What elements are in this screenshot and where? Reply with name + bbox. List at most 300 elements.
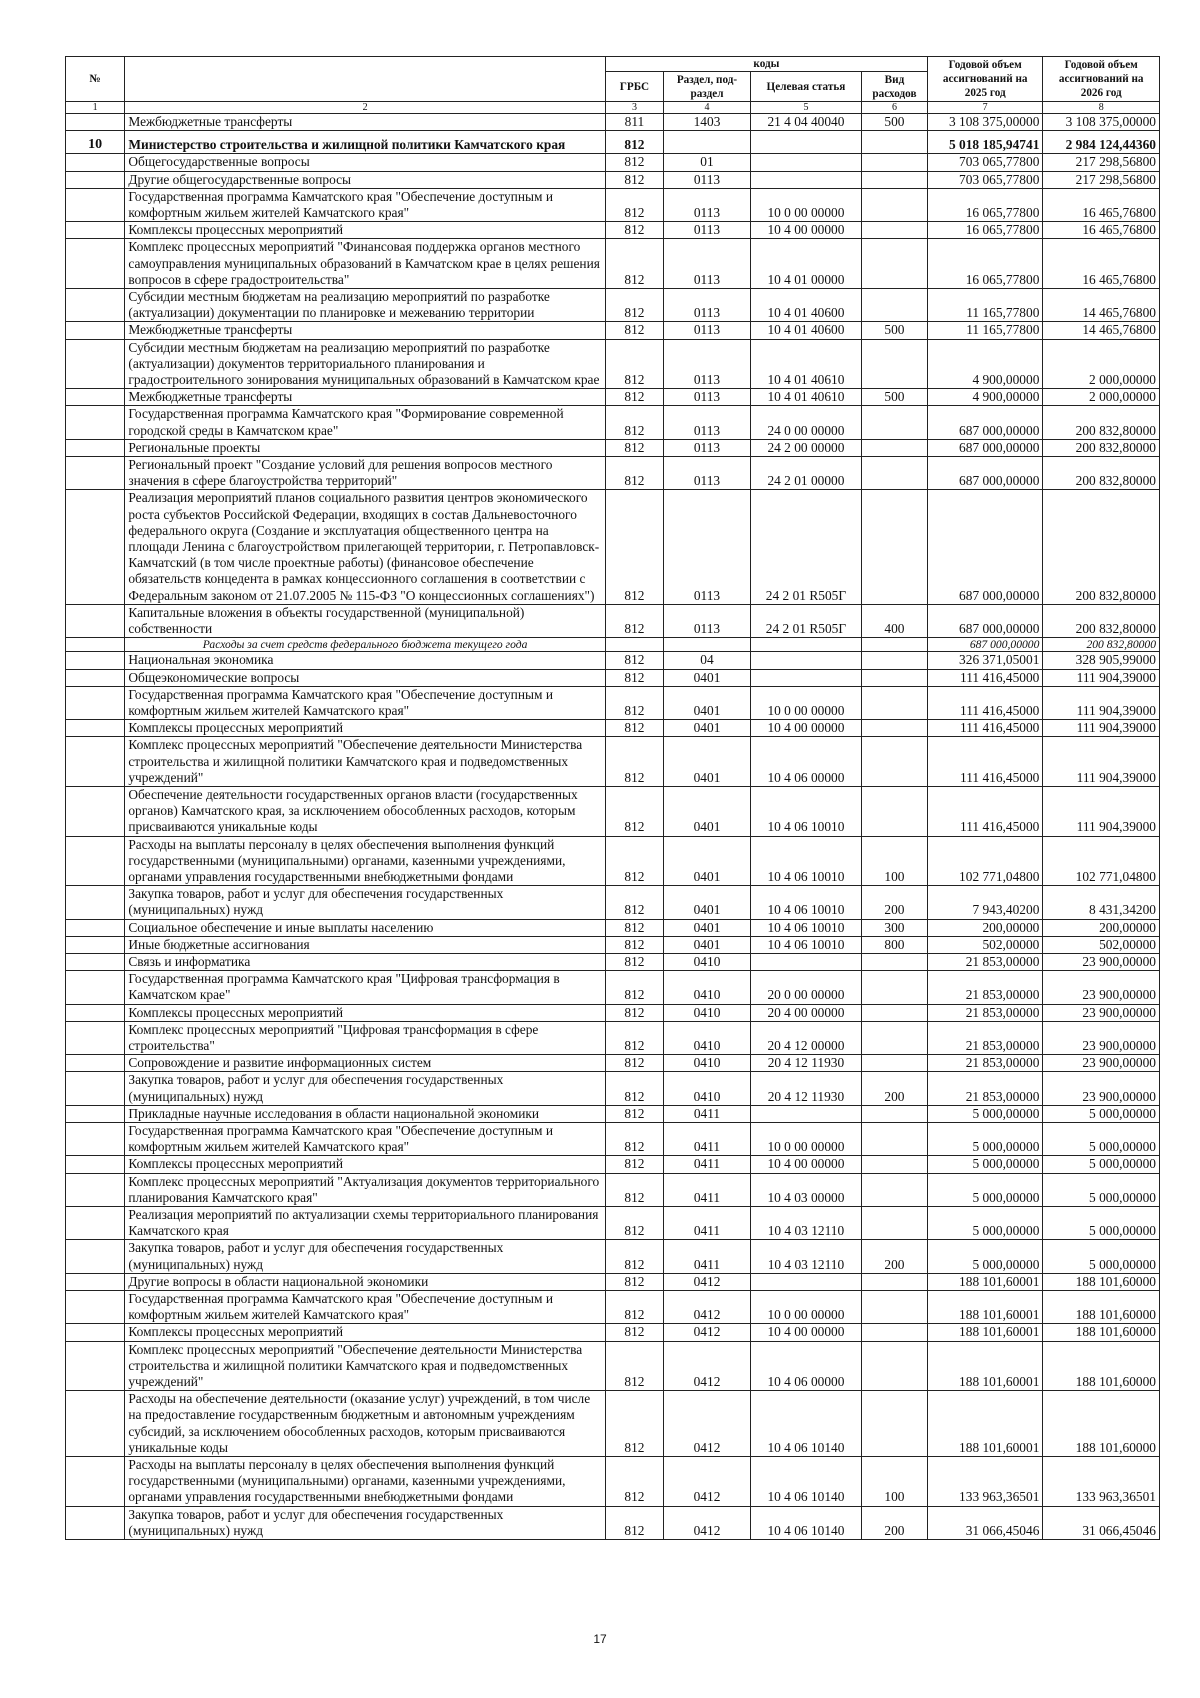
row-name: Региональный проект "Создание условий для решения вопросов местного значения в сфере благоустройства территорий" [125,457,605,490]
row-number [66,1105,125,1122]
row-name: Межбюджетные трансферты [125,114,605,131]
row-section: 0113 [664,188,751,221]
row-grbs: 812 [605,971,663,1004]
row-section: 0113 [664,239,751,289]
row-amount-2026: 200 832,80000 [1043,457,1160,490]
row-number [66,669,125,686]
table-row [66,919,1160,936]
row-target: 10 4 03 12110 [750,1240,861,1273]
row-kind [861,490,927,604]
row-grbs: 812 [605,919,663,936]
row-name: Расходы на выплаты персоналу в целях обеспечения выполнения функций государственными (муниципальными) органами, казенными учреждениями, органами управления государственными внебюджетными фондами [125,836,605,886]
table-row [66,1457,1160,1507]
row-amount-2026: 188 101,60000 [1043,1324,1160,1341]
row-number [66,1004,125,1021]
row-amount-2026: 217 298,56800 [1043,154,1160,171]
table-row [66,604,1160,637]
col-header-2025: Годовой объем ассигнований на 2025 год [927,57,1042,102]
col-header-number: № [66,57,125,102]
row-number [66,971,125,1004]
row-kind [861,439,927,456]
row-kind [861,1173,927,1206]
row-number [66,1072,125,1105]
row-grbs: 812 [605,1105,663,1122]
table-row [66,154,1160,171]
row-grbs: 812 [605,1173,663,1206]
row-section: 0401 [664,786,751,836]
row-target: 24 2 01 00000 [750,457,861,490]
row-amount-2026: 16 465,76800 [1043,188,1160,221]
row-amount-2026: 23 900,00000 [1043,1072,1160,1105]
table-row [66,953,1160,970]
col-index: 8 [1043,102,1160,114]
row-amount-2025: 703 065,77800 [927,171,1042,188]
row-grbs: 812 [605,1055,663,1072]
row-number [66,1122,125,1155]
row-kind [861,289,927,322]
row-amount-2025: 11 165,77800 [927,322,1042,339]
table-row [66,439,1160,456]
row-kind: 500 [861,389,927,406]
row-name: Другие общегосударственные вопросы [125,171,605,188]
row-target: 20 4 12 11930 [750,1055,861,1072]
table-row [66,686,1160,719]
table-row [66,936,1160,953]
row-grbs: 812 [605,1457,663,1507]
row-grbs: 812 [605,1021,663,1054]
row-grbs: 812 [605,1122,663,1155]
row-amount-2026: 23 900,00000 [1043,971,1160,1004]
row-amount-2026: 200 832,80000 [1043,638,1160,652]
row-amount-2025: 21 853,00000 [927,1055,1042,1072]
row-amount-2025: 5 000,00000 [927,1173,1042,1206]
row-grbs: 812 [605,836,663,886]
row-amount-2026: 188 101,60000 [1043,1341,1160,1391]
row-number [66,1341,125,1391]
row-amount-2025: 502,00000 [927,936,1042,953]
row-number [66,686,125,719]
table-row [66,222,1160,239]
row-section: 0411 [664,1122,751,1155]
row-section: 0412 [664,1324,751,1341]
row-target [750,638,861,652]
column-index-row [66,102,1160,114]
row-number [66,919,125,936]
row-amount-2026: 16 465,76800 [1043,239,1160,289]
row-amount-2025: 188 101,60001 [927,1341,1042,1391]
row-section: 0412 [664,1457,751,1507]
row-target: 10 4 06 10010 [750,836,861,886]
table-row [66,1391,1160,1457]
row-target: 10 4 06 10010 [750,886,861,919]
row-grbs: 812 [605,669,663,686]
row-kind [861,1122,927,1155]
row-number: 10 [66,131,125,154]
row-name: Расходы за счет средств федерального бюджета текущего года [125,638,605,652]
table-row [66,1021,1160,1054]
row-grbs [605,638,663,652]
row-amount-2026: 2 000,00000 [1043,389,1160,406]
row-section: 0401 [664,669,751,686]
row-name: Другие вопросы в области национальной экономики [125,1273,605,1290]
row-amount-2026: 3 108 375,00000 [1043,114,1160,131]
row-number [66,836,125,886]
table-row [66,669,1160,686]
row-amount-2025: 111 416,45000 [927,686,1042,719]
row-amount-2025: 687 000,00000 [927,406,1042,439]
row-amount-2025: 188 101,60001 [927,1291,1042,1324]
row-kind [861,1021,927,1054]
row-name: Субсидии местным бюджетам на реализацию мероприятий по разработке (актуализации) документации по планировке и межеванию территории [125,289,605,322]
table-row [66,1072,1160,1105]
row-section: 0410 [664,1055,751,1072]
row-amount-2026: 200 832,80000 [1043,439,1160,456]
row-number [66,1291,125,1324]
row-kind: 100 [861,836,927,886]
row-section: 0412 [664,1273,751,1290]
row-number [66,1273,125,1290]
row-amount-2026: 217 298,56800 [1043,171,1160,188]
row-section: 0411 [664,1173,751,1206]
table-row [66,389,1160,406]
table-row [66,737,1160,787]
col-header-2026: Годовой объем ассигнований на 2026 год [1043,57,1160,102]
row-name: Государственная программа Камчатского края "Обеспечение доступным и комфортным жильем жителей Камчатского края" [125,1122,605,1155]
row-number [66,114,125,131]
row-name: Общеэкономические вопросы [125,669,605,686]
row-target: 24 2 00 00000 [750,439,861,456]
row-grbs: 812 [605,1004,663,1021]
row-section: 0113 [664,457,751,490]
row-target: 10 4 06 00000 [750,737,861,787]
row-section: 0401 [664,886,751,919]
row-name: Связь и информатика [125,953,605,970]
table-row [66,114,1160,131]
row-grbs: 812 [605,953,663,970]
row-name: Комплексы процессных мероприятий [125,720,605,737]
row-grbs: 812 [605,604,663,637]
row-kind [861,737,927,787]
row-name: Государственная программа Камчатского края "Обеспечение доступным и комфортным жильем жителей Камчатского края" [125,1291,605,1324]
row-kind [861,1341,927,1391]
row-kind [861,1291,927,1324]
row-number [66,1324,125,1341]
row-section: 0410 [664,1004,751,1021]
row-amount-2026: 133 963,36501 [1043,1457,1160,1507]
row-amount-2026: 102 771,04800 [1043,836,1160,886]
row-name: Региональные проекты [125,439,605,456]
row-grbs: 812 [605,1207,663,1240]
row-amount-2025: 16 065,77800 [927,222,1042,239]
row-target: 10 0 00 00000 [750,686,861,719]
row-grbs: 812 [605,289,663,322]
row-kind [861,652,927,669]
row-amount-2026: 5 000,00000 [1043,1122,1160,1155]
row-section: 0113 [664,406,751,439]
row-amount-2026: 111 904,39000 [1043,737,1160,787]
col-header-kind: Вид расходов [861,72,927,102]
row-grbs: 812 [605,786,663,836]
row-kind [861,188,927,221]
row-grbs: 812 [605,886,663,919]
table-row [66,457,1160,490]
row-number [66,936,125,953]
budget-table-sheet [65,56,1160,1540]
row-name: Социальное обеспечение и иные выплаты населению [125,919,605,936]
table-row [66,1055,1160,1072]
row-number [66,154,125,171]
row-grbs: 812 [605,1506,663,1539]
row-number [66,1021,125,1054]
row-number [66,490,125,604]
row-target: 10 0 00 00000 [750,1122,861,1155]
table-row [66,1341,1160,1391]
row-section: 0411 [664,1156,751,1173]
row-amount-2025: 687 000,00000 [927,457,1042,490]
row-amount-2026: 23 900,00000 [1043,1004,1160,1021]
row-kind [861,686,927,719]
table-row [66,1207,1160,1240]
row-amount-2025: 326 371,05001 [927,652,1042,669]
row-amount-2025: 31 066,45046 [927,1506,1042,1539]
row-target: 10 4 03 12110 [750,1207,861,1240]
row-kind: 100 [861,1457,927,1507]
row-amount-2026: 200,00000 [1043,919,1160,936]
row-section [664,638,751,652]
row-section: 0410 [664,1021,751,1054]
row-target: 10 4 06 10010 [750,919,861,936]
row-amount-2026: 111 904,39000 [1043,786,1160,836]
row-name: Прикладные научные исследования в области национальной экономики [125,1105,605,1122]
row-amount-2025: 111 416,45000 [927,786,1042,836]
row-grbs: 812 [605,1324,663,1341]
row-kind: 400 [861,604,927,637]
row-target: 20 0 00 00000 [750,971,861,1004]
row-section: 0401 [664,720,751,737]
row-amount-2025: 111 416,45000 [927,720,1042,737]
row-target [750,154,861,171]
table-row [66,322,1160,339]
row-amount-2026: 23 900,00000 [1043,1021,1160,1054]
table-row [66,339,1160,389]
row-target: 10 4 06 10010 [750,786,861,836]
row-section: 04 [664,652,751,669]
row-section: 0113 [664,490,751,604]
row-amount-2026: 188 101,60000 [1043,1291,1160,1324]
col-index: 1 [66,102,125,114]
row-kind [861,1105,927,1122]
row-amount-2026: 188 101,60000 [1043,1391,1160,1457]
col-header-section: Раздел, под-раздел [664,72,751,102]
row-grbs: 812 [605,737,663,787]
row-amount-2026: 5 000,00000 [1043,1173,1160,1206]
row-amount-2026: 200 832,80000 [1043,490,1160,604]
row-name: Закупка товаров, работ и услуг для обеспечения государственных (муниципальных) нужд [125,1072,605,1105]
row-amount-2025: 21 853,00000 [927,1004,1042,1021]
row-section: 0113 [664,439,751,456]
row-amount-2025: 7 943,40200 [927,886,1042,919]
col-index: 5 [750,102,861,114]
row-target: 10 4 06 10140 [750,1457,861,1507]
row-amount-2026: 23 900,00000 [1043,1055,1160,1072]
row-grbs: 812 [605,188,663,221]
row-grbs: 812 [605,439,663,456]
row-section: 0401 [664,936,751,953]
row-name: Комплекс процессных мероприятий "Обеспечение деятельности Министерства строительства и жилищной политики Камчатского края и подведомственных учреждений" [125,1341,605,1391]
row-number [66,1173,125,1206]
table-row [66,1004,1160,1021]
row-name: Комплексы процессных мероприятий [125,222,605,239]
row-section: 0401 [664,686,751,719]
row-kind [861,971,927,1004]
row-kind [861,1004,927,1021]
row-amount-2025: 21 853,00000 [927,1072,1042,1105]
row-amount-2025: 16 065,77800 [927,239,1042,289]
row-section: 01 [664,154,751,171]
row-name: Общегосударственные вопросы [125,154,605,171]
row-grbs: 812 [605,339,663,389]
row-amount-2025: 21 853,00000 [927,971,1042,1004]
row-target: 10 4 00 00000 [750,222,861,239]
row-amount-2025: 5 000,00000 [927,1240,1042,1273]
row-target: 20 4 12 00000 [750,1021,861,1054]
row-section: 0113 [664,339,751,389]
table-row [66,638,1160,652]
row-name: Субсидии местным бюджетам на реализацию мероприятий по разработке (актуализации) документов территориального планирования и градостроительного зонирования муниципальных образований в Камчатском крае [125,339,605,389]
row-number [66,737,125,787]
row-name: Сопровождение и развитие информационных систем [125,1055,605,1072]
row-target: 10 4 00 00000 [750,1156,861,1173]
row-grbs: 812 [605,1072,663,1105]
row-amount-2025: 687 000,00000 [927,439,1042,456]
row-number [66,389,125,406]
table-row [66,490,1160,604]
table-body [66,114,1160,1540]
row-target [750,131,861,154]
row-target: 10 4 06 00000 [750,1341,861,1391]
row-target [750,652,861,669]
row-grbs: 812 [605,239,663,289]
row-amount-2025: 16 065,77800 [927,188,1042,221]
row-number [66,786,125,836]
row-amount-2025: 200,00000 [927,919,1042,936]
col-index: 2 [125,102,605,114]
row-kind [861,406,927,439]
table-row [66,1291,1160,1324]
row-amount-2026: 14 465,76800 [1043,322,1160,339]
table-row [66,188,1160,221]
row-amount-2025: 687 000,00000 [927,638,1042,652]
row-kind [861,154,927,171]
row-name: Расходы на выплаты персоналу в целях обеспечения выполнения функций государственными (муниципальными) органами, казенными учреждениями, органами управления государственными внебюджетными фондами [125,1457,605,1507]
table-row [66,1324,1160,1341]
row-kind [861,1391,927,1457]
row-number [66,406,125,439]
row-amount-2026: 2 000,00000 [1043,339,1160,389]
row-number [66,720,125,737]
col-index: 6 [861,102,927,114]
table-row [66,1273,1160,1290]
row-target [750,1273,861,1290]
row-number [66,953,125,970]
row-kind [861,1156,927,1173]
row-number [66,1391,125,1457]
row-name: Комплексы процессных мероприятий [125,1004,605,1021]
row-grbs: 812 [605,131,663,154]
row-grbs: 812 [605,936,663,953]
row-number [66,1156,125,1173]
row-amount-2026: 111 904,39000 [1043,720,1160,737]
row-amount-2026: 5 000,00000 [1043,1207,1160,1240]
row-section: 0113 [664,322,751,339]
row-amount-2025: 188 101,60001 [927,1324,1042,1341]
table-row [66,1173,1160,1206]
row-amount-2025: 3 108 375,00000 [927,114,1042,131]
row-grbs: 811 [605,114,663,131]
row-section: 0113 [664,171,751,188]
row-kind [861,669,927,686]
table-row [66,652,1160,669]
row-kind: 500 [861,322,927,339]
row-grbs: 812 [605,490,663,604]
col-index: 7 [927,102,1042,114]
row-amount-2025: 703 065,77800 [927,154,1042,171]
col-header-codes: коды [605,57,927,72]
row-kind [861,786,927,836]
row-kind: 300 [861,919,927,936]
table-row [66,406,1160,439]
row-number [66,289,125,322]
row-number [66,1055,125,1072]
row-target: 10 4 00 00000 [750,720,861,737]
row-target: 24 0 00 00000 [750,406,861,439]
row-target: 10 4 06 10140 [750,1391,861,1457]
table-row [66,1506,1160,1539]
row-section: 0113 [664,289,751,322]
row-amount-2025: 111 416,45000 [927,737,1042,787]
col-header-target: Целевая статья [750,72,861,102]
row-number [66,171,125,188]
row-name: Комплексы процессных мероприятий [125,1324,605,1341]
row-amount-2026: 5 000,00000 [1043,1240,1160,1273]
row-grbs: 812 [605,171,663,188]
row-amount-2026: 14 465,76800 [1043,289,1160,322]
row-amount-2025: 5 000,00000 [927,1122,1042,1155]
row-target: 10 4 01 40600 [750,289,861,322]
row-target: 10 4 00 00000 [750,1324,861,1341]
row-number [66,638,125,652]
col-index: 4 [664,102,751,114]
row-amount-2025: 102 771,04800 [927,836,1042,886]
row-kind: 200 [861,1506,927,1539]
row-number [66,239,125,289]
col-header-grbs: ГРБС [605,72,663,102]
budget-table [65,56,1160,1540]
row-section: 0113 [664,222,751,239]
table-row [66,239,1160,289]
row-amount-2026: 200 832,80000 [1043,604,1160,637]
row-target: 24 2 01 R505Г [750,604,861,637]
row-kind [861,1324,927,1341]
row-kind [861,171,927,188]
row-amount-2025: 5 000,00000 [927,1105,1042,1122]
row-section: 0401 [664,737,751,787]
row-kind: 500 [861,114,927,131]
row-name: Закупка товаров, работ и услуг для обеспечения государственных (муниципальных) нужд [125,1506,605,1539]
row-amount-2025: 111 416,45000 [927,669,1042,686]
row-kind: 200 [861,886,927,919]
page-number: 17 [593,1632,607,1646]
